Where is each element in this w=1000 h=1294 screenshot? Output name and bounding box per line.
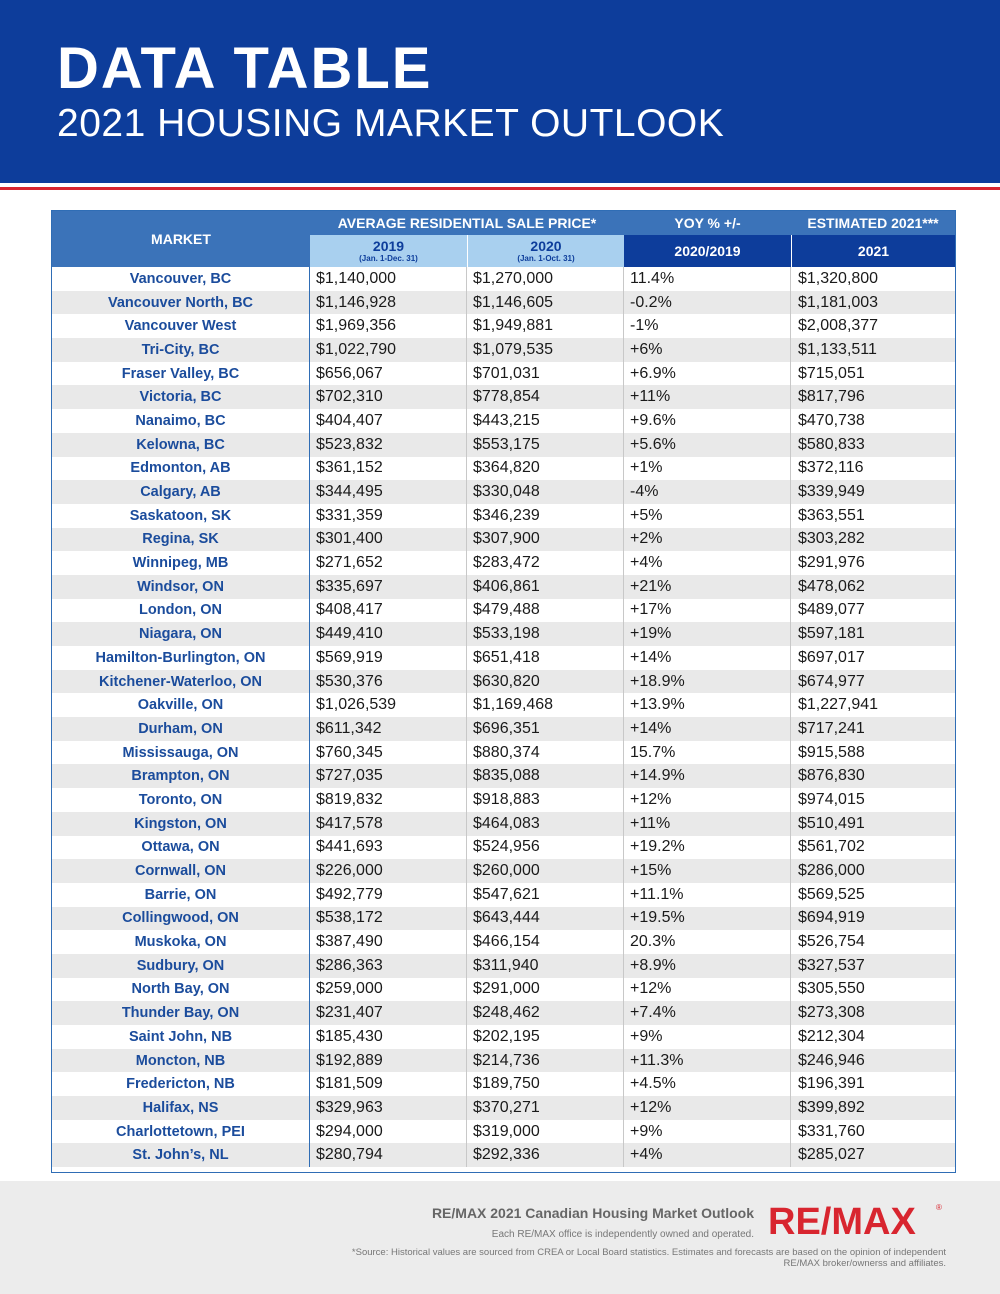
price-2020-cell: $260,000 xyxy=(467,859,624,883)
price-2019-cell: $361,152 xyxy=(310,457,467,481)
price-2019-cell: $181,509 xyxy=(310,1072,467,1096)
table-row xyxy=(52,1120,955,1144)
yoy-cell: -1% xyxy=(624,314,791,338)
price-2020-cell: $1,169,468 xyxy=(467,693,624,717)
table-row xyxy=(52,1025,955,1049)
market-cell: Nanaimo, BC xyxy=(52,409,310,433)
yoy-cell: +14% xyxy=(624,717,791,741)
market-header: MARKET xyxy=(52,211,310,267)
table-row xyxy=(52,717,955,741)
table-row xyxy=(52,859,955,883)
market-cell: Collingwood, ON xyxy=(52,907,310,931)
market-cell: Durham, ON xyxy=(52,717,310,741)
price-2019-cell: $231,407 xyxy=(310,1001,467,1025)
yoy-cell: +6.9% xyxy=(624,362,791,386)
price-2019-cell: $441,693 xyxy=(310,836,467,860)
yoy-cell: +4.5% xyxy=(624,1072,791,1096)
price-2020-cell: $1,949,881 xyxy=(467,314,624,338)
yoy-cell: +9% xyxy=(624,1025,791,1049)
remax-logo xyxy=(768,1201,944,1241)
table-row xyxy=(52,693,955,717)
price-2020-cell: $533,198 xyxy=(467,622,624,646)
estimate-2021-cell: $674,977 xyxy=(798,672,865,690)
price-2019-cell: $1,022,790 xyxy=(310,338,467,362)
estimate-2021-cell: $286,000 xyxy=(798,862,865,880)
table-row xyxy=(52,764,955,788)
estimate-2021-cell: $715,051 xyxy=(798,364,865,382)
price-2020-cell: $464,083 xyxy=(467,812,624,836)
market-cell: Kingston, ON xyxy=(52,812,310,836)
yoy-cell: +15% xyxy=(624,859,791,883)
table-row xyxy=(52,1049,955,1073)
table-row xyxy=(52,575,955,599)
price-2019-cell: $280,794 xyxy=(310,1143,467,1167)
price-2019-cell: $569,919 xyxy=(310,646,467,670)
table-row xyxy=(52,480,955,504)
estimate-2021-cell: $526,754 xyxy=(798,933,865,951)
market-cell: Oakville, ON xyxy=(52,693,310,717)
market-cell: Saint John, NB xyxy=(52,1025,310,1049)
yoy-cell: +8.9% xyxy=(624,954,791,978)
estimate-2021-cell: $569,525 xyxy=(798,885,865,903)
yoy-cell: +9.6% xyxy=(624,409,791,433)
market-cell: Mississauga, ON xyxy=(52,741,310,765)
price-2019-cell: $387,490 xyxy=(310,930,467,954)
price-2020-cell: $466,154 xyxy=(467,930,624,954)
price-2020-cell: $643,444 xyxy=(467,907,624,931)
market-cell: Niagara, ON xyxy=(52,622,310,646)
price-2019-cell: $192,889 xyxy=(310,1049,467,1073)
table-row xyxy=(52,528,955,552)
yoy-cell: +13.9% xyxy=(624,693,791,717)
table-row xyxy=(52,599,955,623)
price-2019-cell: $1,026,539 xyxy=(310,693,467,717)
yoy-cell: +2% xyxy=(624,528,791,552)
market-cell: Saskatoon, SK xyxy=(52,504,310,528)
yoy-cell: +7.4% xyxy=(624,1001,791,1025)
yoy-cell: +17% xyxy=(624,599,791,623)
market-cell: Halifax, NS xyxy=(52,1096,310,1120)
market-cell: Windsor, ON xyxy=(52,575,310,599)
market-cell: Kelowna, BC xyxy=(52,433,310,457)
footer-ownership-note: Each RE/MAX office is independently owned and operated. xyxy=(491,1229,754,1240)
estimate-2021-cell: $273,308 xyxy=(798,1004,865,1022)
estimate-2021-cell: $561,702 xyxy=(798,838,865,856)
yoy-header: YOY % +/- xyxy=(624,211,791,235)
market-cell: Fredericton, NB xyxy=(52,1072,310,1096)
col-2020-range: (Jan. 1-Oct. 31) xyxy=(517,254,575,263)
yoy-cell: +9% xyxy=(624,1120,791,1144)
estimate-2021-cell: $817,796 xyxy=(798,388,865,406)
estimate-2021-cell: $305,550 xyxy=(798,980,865,998)
table-row xyxy=(52,741,955,765)
table-row xyxy=(52,836,955,860)
price-2020-cell: $701,031 xyxy=(467,362,624,386)
col-2019-range: (Jan. 1-Dec. 31) xyxy=(359,254,418,263)
market-cell: Brampton, ON xyxy=(52,764,310,788)
price-2020-cell: $330,048 xyxy=(467,480,624,504)
table-row xyxy=(52,504,955,528)
yoy-cell: +12% xyxy=(624,1096,791,1120)
price-2020-cell: $918,883 xyxy=(467,788,624,812)
price-2020-cell: $248,462 xyxy=(467,1001,624,1025)
estimate-2021-cell: $1,227,941 xyxy=(798,696,879,714)
table-body xyxy=(52,267,955,1167)
estimate-2021-cell: $580,833 xyxy=(798,435,865,453)
estimate-2021-cell: $2,008,377 xyxy=(798,317,879,335)
price-2020-cell: $307,900 xyxy=(467,528,624,552)
yoy-cell: 15.7% xyxy=(624,741,791,765)
price-2020-cell: $778,854 xyxy=(467,385,624,409)
col-2019-label: 2019 xyxy=(372,238,405,254)
market-cell: Muskoka, ON xyxy=(52,930,310,954)
yoy-cell: +12% xyxy=(624,978,791,1002)
yoy-cell: 11.4% xyxy=(624,267,791,291)
yoy-cell: +4% xyxy=(624,551,791,575)
yoy-cell: +11% xyxy=(624,812,791,836)
estimate-2021-cell: $303,282 xyxy=(798,530,865,548)
price-2020-cell: $214,736 xyxy=(467,1049,624,1073)
estimate-2021-cell: $372,116 xyxy=(798,459,864,477)
market-cell: Barrie, ON xyxy=(52,883,310,907)
price-2020-cell: $696,351 xyxy=(467,717,624,741)
table-row xyxy=(52,907,955,931)
price-2019-cell: $1,969,356 xyxy=(310,314,467,338)
market-cell: Ottawa, ON xyxy=(52,836,310,860)
yoy-cell: +4% xyxy=(624,1143,791,1167)
market-cell: St. John’s, NL xyxy=(52,1143,310,1167)
estimate-2021-cell: $694,919 xyxy=(798,909,865,927)
table-row xyxy=(52,978,955,1002)
price-2019-cell: $702,310 xyxy=(310,385,467,409)
market-cell: Moncton, NB xyxy=(52,1049,310,1073)
col-yoy-header: 2020/2019 xyxy=(624,235,791,267)
price-2020-cell: $319,000 xyxy=(467,1120,624,1144)
estimate-2021-cell: $285,027 xyxy=(798,1146,865,1164)
yoy-cell: +1% xyxy=(624,457,791,481)
estimate-2021-cell: $876,830 xyxy=(798,767,865,785)
market-cell: London, ON xyxy=(52,599,310,623)
market-cell: Cornwall, ON xyxy=(52,859,310,883)
price-2020-cell: $651,418 xyxy=(467,646,624,670)
table-row xyxy=(52,551,955,575)
price-2019-cell: $530,376 xyxy=(310,670,467,694)
yoy-cell: +14% xyxy=(624,646,791,670)
price-2020-cell: $202,195 xyxy=(467,1025,624,1049)
remax-logo-mark: ® xyxy=(936,1203,942,1212)
col-2021-header: 2021 xyxy=(791,235,955,267)
price-2019-cell: $417,578 xyxy=(310,812,467,836)
yoy-cell: +19.2% xyxy=(624,836,791,860)
market-cell: Tri-City, BC xyxy=(52,338,310,362)
price-2020-cell: $547,621 xyxy=(467,883,624,907)
table-row xyxy=(52,646,955,670)
estimate-2021-cell: $974,015 xyxy=(798,790,865,808)
table-row xyxy=(52,457,955,481)
estimate-2021-cell: $915,588 xyxy=(798,743,865,761)
price-2019-cell: $492,779 xyxy=(310,883,467,907)
price-2019-cell: $259,000 xyxy=(310,978,467,1002)
yoy-cell: +6% xyxy=(624,338,791,362)
market-cell: Fraser Valley, BC xyxy=(52,362,310,386)
page-header xyxy=(0,0,1000,183)
remax-logo-text: RE/MAX xyxy=(768,1201,916,1241)
yoy-cell: +5% xyxy=(624,504,791,528)
page-footer xyxy=(0,1181,1000,1294)
market-cell: Vancouver West xyxy=(52,314,310,338)
market-cell: Regina, SK xyxy=(52,528,310,552)
market-cell: Kitchener-Waterloo, ON xyxy=(52,670,310,694)
table-row xyxy=(52,338,955,362)
footer-source-note: *Source: Historical values are sourced from CREA or Local Board statistics. Estimates and forecasts are based on the opinion of independent RE/MAX broker/ownerss and affiliates. xyxy=(351,1247,946,1269)
price-2019-cell: $760,345 xyxy=(310,741,467,765)
price-2020-cell: $835,088 xyxy=(467,764,624,788)
yoy-cell: -4% xyxy=(624,480,791,504)
header-divider-red xyxy=(0,187,1000,190)
estimate-2021-cell: $510,491 xyxy=(798,814,865,832)
market-cell: Vancouver North, BC xyxy=(52,291,310,315)
estimate-2021-cell: $1,320,800 xyxy=(798,269,879,287)
market-cell: Edmonton, AB xyxy=(52,457,310,481)
price-2020-cell: $311,940 xyxy=(467,954,624,978)
price-2020-cell: $291,000 xyxy=(467,978,624,1002)
table-row xyxy=(52,409,955,433)
price-2019-cell: $185,430 xyxy=(310,1025,467,1049)
price-2019-cell: $449,410 xyxy=(310,622,467,646)
table-row xyxy=(52,1096,955,1120)
yoy-cell: +5.6% xyxy=(624,433,791,457)
price-2020-cell: $346,239 xyxy=(467,504,624,528)
market-cell: Toronto, ON xyxy=(52,788,310,812)
table-row xyxy=(52,812,955,836)
table-row xyxy=(52,670,955,694)
yoy-cell: +18.9% xyxy=(624,670,791,694)
yoy-cell: +12% xyxy=(624,788,791,812)
price-2019-cell: $1,140,000 xyxy=(310,267,467,291)
estimate-2021-cell: $399,892 xyxy=(798,1098,865,1116)
market-cell: Victoria, BC xyxy=(52,385,310,409)
table-row xyxy=(52,788,955,812)
col-2019-header xyxy=(310,235,467,267)
yoy-cell: +11.1% xyxy=(624,883,791,907)
col-2020-label: 2020 xyxy=(530,238,562,254)
estimate-2021-cell: $489,077 xyxy=(798,601,865,619)
estimate-2021-cell: $363,551 xyxy=(798,506,865,524)
table-row xyxy=(52,930,955,954)
price-2019-cell: $1,146,928 xyxy=(310,291,467,315)
yoy-cell: 20.3% xyxy=(624,930,791,954)
market-cell: Calgary, AB xyxy=(52,480,310,504)
table-row xyxy=(52,954,955,978)
estimate-2021-cell: $1,133,511 xyxy=(798,340,877,358)
table-row xyxy=(52,1072,955,1096)
yoy-cell: +19% xyxy=(624,622,791,646)
price-2019-cell: $404,407 xyxy=(310,409,467,433)
price-2019-cell: $727,035 xyxy=(310,764,467,788)
price-2020-cell: $524,956 xyxy=(467,836,624,860)
price-2019-cell: $335,697 xyxy=(310,575,467,599)
price-2020-cell: $1,146,605 xyxy=(467,291,624,315)
estimate-2021-cell: $717,241 xyxy=(798,719,865,737)
price-2019-cell: $286,363 xyxy=(310,954,467,978)
estimate-2021-cell: $1,181,003 xyxy=(798,293,879,311)
price-2020-cell: $283,472 xyxy=(467,551,624,575)
price-2019-cell: $344,495 xyxy=(310,480,467,504)
market-cell: Hamilton-Burlington, ON xyxy=(52,646,310,670)
price-2019-cell: $271,652 xyxy=(310,551,467,575)
price-2020-cell: $406,861 xyxy=(467,575,624,599)
table-row xyxy=(52,362,955,386)
yoy-cell: +19.5% xyxy=(624,907,791,931)
price-2020-cell: $553,175 xyxy=(467,433,624,457)
price-2019-cell: $523,832 xyxy=(310,433,467,457)
estimate-2021-cell: $196,391 xyxy=(798,1075,865,1093)
market-cell: Vancouver, BC xyxy=(52,267,310,291)
footer-title: RE/MAX 2021 Canadian Housing Market Outlook xyxy=(431,1205,754,1221)
price-2019-cell: $294,000 xyxy=(310,1120,467,1144)
table-row xyxy=(52,622,955,646)
price-2020-cell: $630,820 xyxy=(467,670,624,694)
price-2020-cell: $443,215 xyxy=(467,409,624,433)
col-2020-header xyxy=(467,235,624,267)
table-row xyxy=(52,1143,955,1167)
page-subtitle: 2021 HOUSING MARKET OUTLOOK xyxy=(57,102,725,145)
estimate-2021-cell: $331,760 xyxy=(798,1122,865,1140)
table-row xyxy=(52,385,955,409)
table-row xyxy=(52,267,955,291)
table-row xyxy=(52,433,955,457)
price-2020-cell: $292,336 xyxy=(467,1143,624,1167)
yoy-cell: +21% xyxy=(624,575,791,599)
yoy-cell: +14.9% xyxy=(624,764,791,788)
market-cell: Winnipeg, MB xyxy=(52,551,310,575)
avg-price-header: AVERAGE RESIDENTIAL SALE PRICE* xyxy=(310,211,624,235)
price-2019-cell: $611,342 xyxy=(310,717,467,741)
price-2020-cell: $880,374 xyxy=(467,741,624,765)
price-2019-cell: $408,417 xyxy=(310,599,467,623)
estimate-2021-cell: $212,304 xyxy=(798,1027,865,1045)
price-2019-cell: $226,000 xyxy=(310,859,467,883)
estimate-2021-cell: $470,738 xyxy=(798,411,865,429)
price-2020-cell: $1,270,000 xyxy=(467,267,624,291)
table-row xyxy=(52,1001,955,1025)
table-row xyxy=(52,883,955,907)
estimate-2021-cell: $597,181 xyxy=(798,625,865,643)
page-title: DATA TABLE xyxy=(57,36,433,101)
market-cell: Sudbury, ON xyxy=(52,954,310,978)
estimate-2021-cell: $697,017 xyxy=(798,648,865,666)
estimate-2021-cell: $246,946 xyxy=(798,1051,865,1069)
table-row xyxy=(52,291,955,315)
price-2020-cell: $1,079,535 xyxy=(467,338,624,362)
price-2019-cell: $301,400 xyxy=(310,528,467,552)
yoy-cell: +11% xyxy=(624,385,791,409)
price-2020-cell: $370,271 xyxy=(467,1096,624,1120)
estimate-2021-cell: $339,949 xyxy=(798,483,865,501)
price-2020-cell: $364,820 xyxy=(467,457,624,481)
price-2019-cell: $538,172 xyxy=(310,907,467,931)
estimate-2021-cell: $478,062 xyxy=(798,577,865,595)
estimate-2021-cell: $291,976 xyxy=(798,554,865,572)
price-2019-cell: $331,359 xyxy=(310,504,467,528)
estimated-header: ESTIMATED 2021*** xyxy=(791,211,955,235)
estimate-2021-cell: $327,537 xyxy=(798,956,865,974)
price-2019-cell: $329,963 xyxy=(310,1096,467,1120)
market-cell: Charlottetown, PEI xyxy=(52,1120,310,1144)
yoy-cell: -0.2% xyxy=(624,291,791,315)
data-table xyxy=(51,210,956,1173)
price-2019-cell: $656,067 xyxy=(310,362,467,386)
market-cell: Thunder Bay, ON xyxy=(52,1001,310,1025)
price-2019-cell: $819,832 xyxy=(310,788,467,812)
table-row xyxy=(52,314,955,338)
market-cell: North Bay, ON xyxy=(52,978,310,1002)
yoy-cell: +11.3% xyxy=(624,1049,791,1073)
price-2020-cell: $189,750 xyxy=(467,1072,624,1096)
price-2020-cell: $479,488 xyxy=(467,599,624,623)
